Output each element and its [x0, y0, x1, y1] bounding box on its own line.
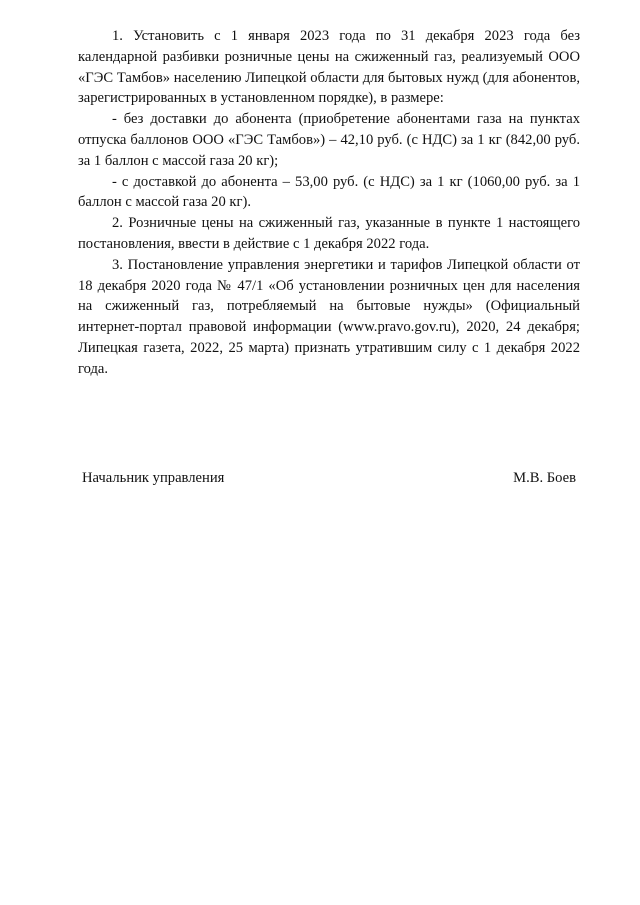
paragraph-1-with-delivery: - с доставкой до абонента – 53,00 руб. (с НДС) за 1 кг (1060,00 руб. за 1 баллон с массой газа 20 кг). — [78, 173, 580, 211]
paragraph-3: 3. Постановление управления энергетики и тарифов Липецкой области от 18 декабря 2020 года № 47/1 «Об установлении розничных цен для населения на сжиженный газ, потребляемый на бытовые нужды» (Официальный интернет-портал правовой информации (www.pravo.gov.ru), 2020, 24 декабря; Липецкая газета, 2022, 25 марта) признать утратившим силу с 1 декабря 2022 года. — [78, 256, 580, 377]
signatory-title: Начальник управления — [82, 470, 225, 486]
paragraph-1: 1. Установить с 1 января 2023 года по 31 декабря 2023 года без календарной разбивки розничные цены на сжиженный газ, реализуемый ООО «ГЭС Тамбов» населению Липецкой области для бытовых нужд (для абонентов, зарегистрированных в установленном порядке), в размере: — [78, 28, 580, 107]
paragraph-2: 2. Розничные цены на сжиженный газ, указанные в пункте 1 настоящего постановления, ввести в действие с 1 декабря 2022 года. — [78, 215, 580, 252]
document-body — [78, 26, 580, 380]
signatory-name: М.В. Боев — [513, 470, 576, 486]
paragraph-1-without-delivery: - без доставки до абонента (приобретение абонентами газа на пунктах отпуска баллонов ООО «ГЭС Тамбов») – 42,10 руб. (с НДС) за 1 кг (842,00 руб. за 1 баллон с массой газа 20 кг); — [78, 111, 580, 169]
